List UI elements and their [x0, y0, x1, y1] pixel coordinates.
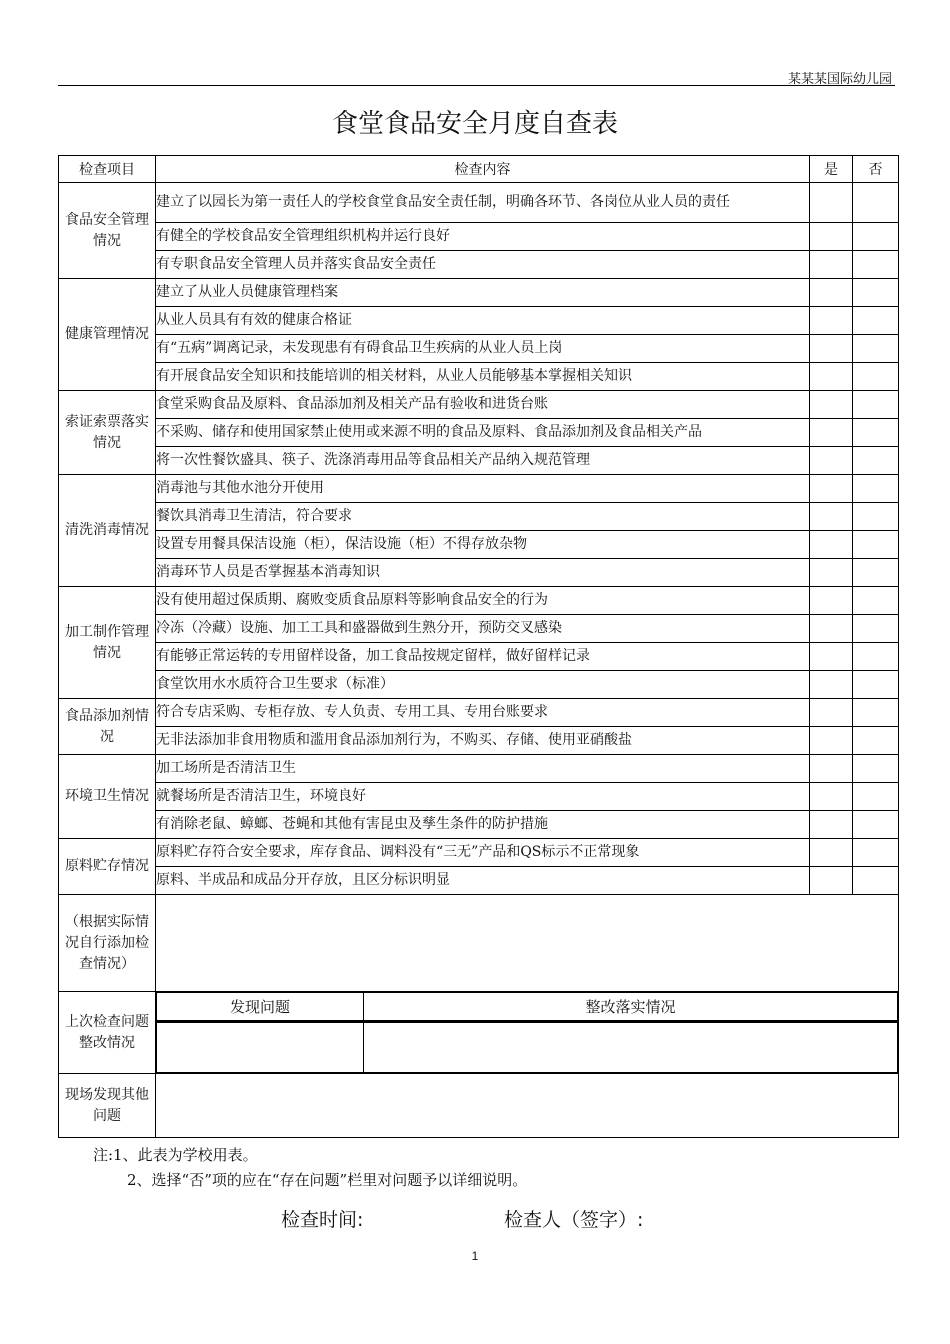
table-row	[59, 531, 899, 559]
yes-cell[interactable]	[810, 419, 853, 447]
yes-cell[interactable]	[810, 839, 853, 867]
table-row	[59, 503, 899, 531]
table-row	[59, 587, 899, 615]
check-item: 有专职食品安全管理人员并落实食品安全责任	[156, 251, 810, 279]
no-cell[interactable]	[853, 839, 899, 867]
page-title: 食堂食品安全月度自查表	[331, 109, 618, 139]
yes-cell[interactable]	[810, 671, 853, 699]
category-cell: 原料贮存情况	[59, 839, 156, 895]
check-item: 符合专店采购、专柜存放、专人负责、专用工具、专用台账要求	[156, 699, 810, 727]
table-row	[59, 363, 899, 391]
header-rule	[58, 85, 895, 86]
no-cell[interactable]	[853, 699, 899, 727]
no-cell[interactable]	[853, 251, 899, 279]
yes-cell[interactable]	[810, 363, 853, 391]
table-row	[59, 307, 899, 335]
check-item: 加工场所是否清洁卫生	[156, 755, 810, 783]
check-item: 有健全的学校食品安全管理组织机构并运行良好	[156, 223, 810, 251]
table-row	[59, 867, 899, 895]
category-cell: 食品安全管理情况	[59, 183, 156, 279]
yes-cell[interactable]	[810, 447, 853, 475]
table-row	[59, 615, 899, 643]
last-inspection-label: 上次检查问题整改情况	[59, 992, 156, 1074]
table-row	[59, 447, 899, 475]
no-cell[interactable]	[853, 531, 899, 559]
check-item: 有消除老鼠、蟑螂、苍蝇和其他有害昆虫及孳生条件的防护措施	[156, 811, 810, 839]
col-header-item: 检查项目	[59, 156, 156, 183]
check-item: 原料、半成品和成品分开存放，且区分标识明显	[156, 867, 810, 895]
no-cell[interactable]	[853, 447, 899, 475]
page-number: 1	[471, 1249, 479, 1263]
col-header-yes: 是	[810, 156, 853, 183]
inspector-signature-label: 检查人（签字）:	[504, 1209, 644, 1231]
yes-cell[interactable]	[810, 279, 853, 307]
no-cell[interactable]	[853, 783, 899, 811]
check-item: 食堂饮用水水质符合卫生要求（标准）	[156, 671, 810, 699]
table-row	[59, 811, 899, 839]
table-row	[59, 783, 899, 811]
no-cell[interactable]	[853, 503, 899, 531]
yes-cell[interactable]	[810, 559, 853, 587]
yes-cell[interactable]	[810, 587, 853, 615]
yes-cell[interactable]	[810, 727, 853, 755]
no-cell[interactable]	[853, 727, 899, 755]
check-item: 消毒池与其他水池分开使用	[156, 475, 810, 503]
inspection-table	[58, 155, 899, 1138]
check-item: 冷冻（冷藏）设施、加工工具和盛器做到生熟分开，预防交叉感染	[156, 615, 810, 643]
table-row	[59, 643, 899, 671]
note-line-2: 2、选择“否”项的应在“存在问题”栏里对问题予以详细说明。	[127, 1171, 528, 1189]
yes-cell[interactable]	[810, 699, 853, 727]
yes-cell[interactable]	[810, 783, 853, 811]
onsite-problems-label: 现场发现其他问题	[59, 1074, 156, 1138]
table-row	[59, 419, 899, 447]
no-cell[interactable]	[853, 587, 899, 615]
category-cell: 加工制作管理情况	[59, 587, 156, 699]
no-cell[interactable]	[853, 615, 899, 643]
table-row	[59, 475, 899, 503]
yes-cell[interactable]	[810, 615, 853, 643]
no-cell[interactable]	[853, 391, 899, 419]
category-cell: 索证索票落实情况	[59, 391, 156, 475]
table-row	[59, 251, 899, 279]
check-item: 有能够正常运转的专用留样设备，加工食品按规定留样，做好留样记录	[156, 643, 810, 671]
yes-cell[interactable]	[810, 867, 853, 895]
no-cell[interactable]	[853, 475, 899, 503]
category-cell: 清洗消毒情况	[59, 475, 156, 587]
col-header-content: 检查内容	[156, 156, 810, 183]
check-item: 设置专用餐具保洁设施（柜），保洁设施（柜）不得存放杂物	[156, 531, 810, 559]
no-cell[interactable]	[853, 643, 899, 671]
check-item: 没有使用超过保质期、腐败变质食品原料等影响食品安全的行为	[156, 587, 810, 615]
last-inspection-body-row	[59, 1022, 899, 1074]
category-cell: 环境卫生情况	[59, 755, 156, 839]
table-row	[59, 755, 899, 783]
table-row	[59, 671, 899, 699]
check-item: 食堂采购食品及原料、食品添加剂及相关产品有验收和进货台账	[156, 391, 810, 419]
table-row	[59, 839, 899, 867]
no-cell[interactable]	[853, 811, 899, 839]
custom-check-row	[59, 895, 899, 992]
yes-cell[interactable]	[810, 223, 853, 251]
check-item: 就餐场所是否清洁卫生，环境良好	[156, 783, 810, 811]
yes-cell[interactable]	[810, 755, 853, 783]
yes-cell[interactable]	[810, 811, 853, 839]
yes-cell[interactable]	[810, 391, 853, 419]
yes-cell[interactable]	[810, 251, 853, 279]
table-row	[59, 279, 899, 307]
check-item: 有开展食品安全知识和技能培训的相关材料，从业人员能够基本掌握相关知识	[156, 363, 810, 391]
note-line-1: 注:1、此表为学校用表。	[93, 1146, 258, 1164]
check-item: 原料贮存符合安全要求，库存食品、调料没有“三无”产品和QS标示不正常现象	[156, 839, 810, 867]
yes-cell[interactable]	[810, 503, 853, 531]
check-item: 无非法添加非食用物质和滥用食品添加剂行为，不购买、存储、使用亚硝酸盐	[156, 727, 810, 755]
no-cell[interactable]	[853, 223, 899, 251]
no-cell[interactable]	[853, 755, 899, 783]
no-cell[interactable]	[853, 867, 899, 895]
no-cell[interactable]	[853, 279, 899, 307]
table-row	[59, 391, 899, 419]
check-item: 将一次性餐饮盛具、筷子、洗涤消毒用品等食品相关产品纳入规范管理	[156, 447, 810, 475]
onsite-problems-field[interactable]	[156, 1074, 899, 1138]
table-row	[59, 559, 899, 587]
check-item: 从业人员具有有效的健康合格证	[156, 307, 810, 335]
check-item: 不采购、储存和使用国家禁止使用或来源不明的食品及原料、食品添加剂及食品相关产品	[156, 419, 810, 447]
yes-cell[interactable]	[810, 643, 853, 671]
rectification-header: 整改落实情况	[364, 993, 898, 1021]
organization-name: 某某某国际幼儿园	[787, 72, 892, 87]
last-inspection-headers	[156, 992, 899, 1022]
no-cell[interactable]	[853, 307, 899, 335]
found-problems-field[interactable]	[157, 1023, 364, 1073]
last-inspection-header-row	[59, 992, 899, 1022]
no-cell[interactable]	[853, 363, 899, 391]
inspection-time-label: 检查时间:	[281, 1209, 364, 1231]
yes-cell[interactable]	[810, 183, 853, 223]
last-inspection-fields	[156, 1022, 899, 1074]
table-row	[59, 335, 899, 363]
category-cell: 食品添加剂情况	[59, 699, 156, 755]
yes-cell[interactable]	[810, 531, 853, 559]
no-cell[interactable]	[853, 183, 899, 223]
check-item: 有“五病”调离记录，未发现患有有碍食品卫生疾病的从业人员上岗	[156, 335, 810, 363]
custom-check-area[interactable]	[156, 895, 899, 992]
yes-cell[interactable]	[810, 307, 853, 335]
table-row	[59, 727, 899, 755]
table-row	[59, 223, 899, 251]
check-item: 建立了以园长为第一责任人的学校食堂食品安全责任制，明确各环节、各岗位从业人员的责任	[156, 183, 810, 223]
table-row	[59, 183, 899, 223]
yes-cell[interactable]	[810, 335, 853, 363]
check-item: 餐饮具消毒卫生清洁，符合要求	[156, 503, 810, 531]
onsite-problems-row	[59, 1074, 899, 1138]
notes	[93, 1143, 527, 1193]
no-cell[interactable]	[853, 559, 899, 587]
category-cell: 健康管理情况	[59, 279, 156, 391]
no-cell[interactable]	[853, 419, 899, 447]
custom-check-label: （根据实际情况自行添加检查情况）	[59, 895, 156, 992]
inspection-table-body	[59, 156, 899, 1138]
yes-cell[interactable]	[810, 475, 853, 503]
check-item: 消毒环节人员是否掌握基本消毒知识	[156, 559, 810, 587]
col-header-no: 否	[853, 156, 899, 183]
no-cell[interactable]	[853, 335, 899, 363]
rectification-field[interactable]	[364, 1023, 898, 1073]
found-problems-header: 发现问题	[157, 993, 364, 1021]
check-item: 建立了从业人员健康管理档案	[156, 279, 810, 307]
table-row	[59, 699, 899, 727]
no-cell[interactable]	[853, 671, 899, 699]
table-header-row	[59, 156, 899, 183]
